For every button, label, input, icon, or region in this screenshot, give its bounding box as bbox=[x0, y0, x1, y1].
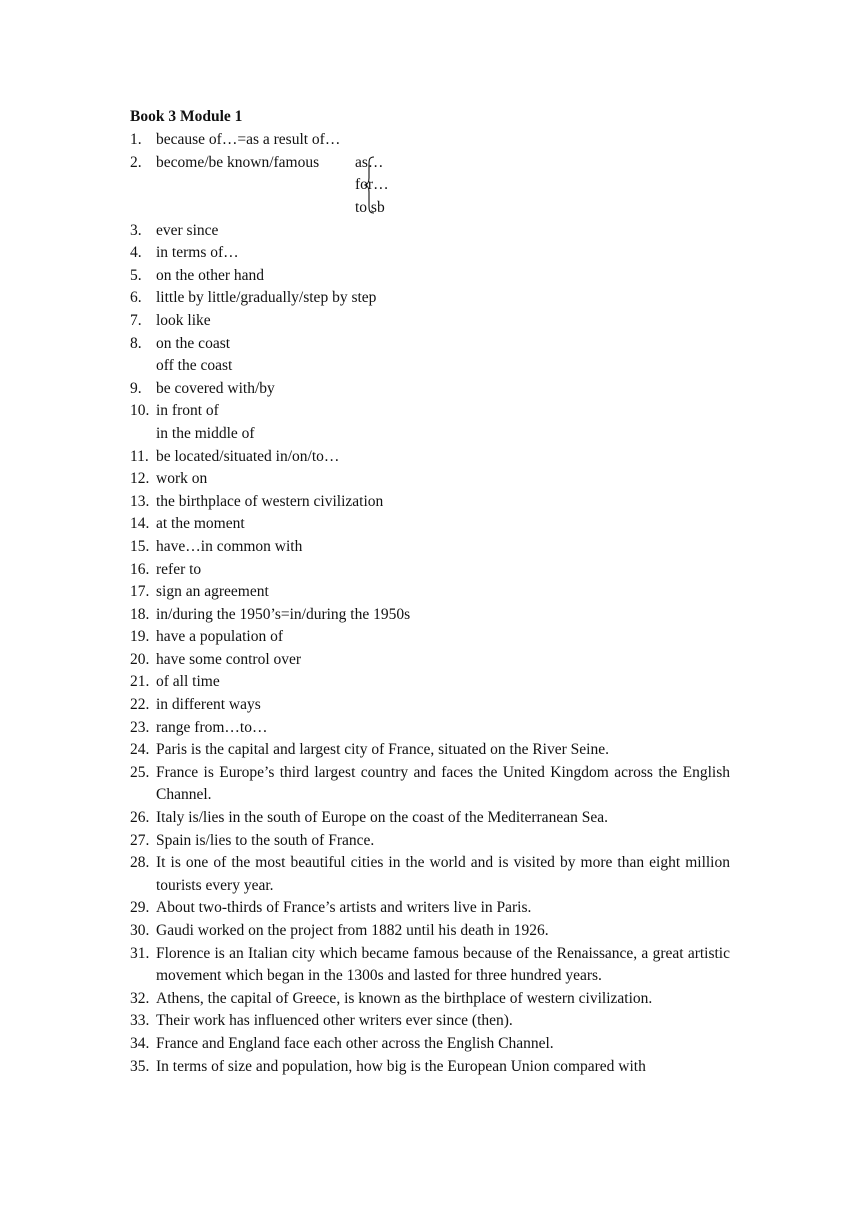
item-number: 17. bbox=[130, 583, 150, 601]
item-text: because of…=as a result of… bbox=[156, 131, 341, 148]
list-item bbox=[130, 897, 730, 920]
list-item bbox=[130, 739, 730, 762]
item-number: 29. bbox=[130, 899, 150, 917]
item-number: 20. bbox=[130, 650, 150, 668]
list-item bbox=[130, 468, 730, 491]
list-item bbox=[130, 333, 730, 378]
item-text: become/be known/famous bbox=[156, 153, 320, 171]
brace-group bbox=[156, 152, 730, 220]
item-number: 9. bbox=[130, 379, 142, 397]
item-number: 2. bbox=[130, 153, 142, 171]
item-text: About two-thirds of France’s artists and writers live in Paris. bbox=[156, 899, 532, 917]
item-number: 15. bbox=[130, 537, 150, 555]
item-text: be covered with/by bbox=[156, 379, 275, 397]
list-item bbox=[130, 852, 730, 897]
item-text: in terms of… bbox=[156, 244, 239, 262]
item-text: range from…to… bbox=[156, 718, 268, 736]
item-number: 12. bbox=[130, 470, 150, 488]
list-item bbox=[130, 581, 730, 604]
item-text: in different ways bbox=[156, 696, 261, 714]
item-number: 31. bbox=[130, 944, 150, 962]
item-text: be located/situated in/on/to… bbox=[156, 447, 340, 465]
item-number: 21. bbox=[130, 673, 150, 691]
item-text: in front of bbox=[156, 402, 219, 420]
list-item bbox=[130, 694, 730, 717]
item-number: 28. bbox=[130, 854, 150, 872]
item-text: France is Europe’s third largest country and faces the United Kingdom across the English Channel. bbox=[156, 763, 730, 804]
item-text: on the coast bbox=[156, 334, 231, 352]
list-item bbox=[130, 265, 730, 288]
item-number: 24. bbox=[130, 741, 150, 759]
phrase-list bbox=[130, 129, 730, 1078]
item-text: refer to bbox=[156, 560, 202, 578]
item-number: 6. bbox=[130, 289, 142, 307]
list-item bbox=[130, 988, 730, 1011]
item-number: 26. bbox=[130, 809, 150, 827]
item-text: in/during the 1950’s=in/during the 1950s bbox=[156, 605, 411, 623]
item-text: ever since bbox=[156, 221, 219, 239]
item-text: little by little/gradually/step by step bbox=[156, 289, 377, 307]
item-text: of all time bbox=[156, 673, 220, 691]
item-number: 11. bbox=[130, 447, 149, 465]
list-item bbox=[130, 491, 730, 514]
list-item bbox=[130, 1056, 730, 1079]
list-item bbox=[130, 242, 730, 265]
item-text: work on bbox=[156, 470, 208, 488]
item-number: 13. bbox=[130, 492, 150, 510]
item-text: Their work has influenced other writers ever since (then). bbox=[156, 1012, 513, 1030]
item-extra-text: off the coast bbox=[156, 357, 233, 375]
list-item bbox=[130, 310, 730, 333]
list-item bbox=[130, 287, 730, 310]
list-item bbox=[130, 536, 730, 559]
item-number: 22. bbox=[130, 696, 150, 714]
document-title: Book 3 Module 1 bbox=[130, 108, 243, 125]
list-item bbox=[130, 604, 730, 627]
item-text: In terms of size and population, how big is the European Union compared with bbox=[156, 1057, 646, 1075]
list-item bbox=[130, 513, 730, 536]
item-text: on the other hand bbox=[156, 266, 265, 284]
item-number: 34. bbox=[130, 1034, 150, 1052]
item-text: Paris is the capital and largest city of France, situated on the River Seine. bbox=[156, 741, 609, 759]
item-number: 1. bbox=[130, 131, 142, 148]
list-item bbox=[130, 762, 730, 807]
item-number: 32. bbox=[130, 989, 150, 1007]
item-number: 27. bbox=[130, 831, 150, 849]
item-text: have some control over bbox=[156, 650, 302, 668]
item-number: 19. bbox=[130, 628, 150, 646]
list-item bbox=[130, 378, 730, 401]
item-number: 3. bbox=[130, 221, 142, 239]
brace-option: to sb bbox=[355, 198, 385, 216]
list-item bbox=[130, 152, 730, 220]
brace-options bbox=[355, 152, 389, 220]
item-text: Gaudi worked on the project from 1882 until his death in 1926. bbox=[156, 922, 549, 939]
list-item bbox=[130, 920, 730, 943]
item-text: have a population of bbox=[156, 628, 283, 646]
item-number: 7. bbox=[130, 311, 142, 329]
list-item bbox=[130, 830, 730, 853]
item-number: 16. bbox=[130, 560, 150, 578]
item-number: 18. bbox=[130, 605, 150, 623]
item-number: 33. bbox=[130, 1012, 150, 1030]
item-number: 25. bbox=[130, 763, 150, 781]
list-item bbox=[130, 1033, 730, 1056]
item-text: France and England face each other across the English Channel. bbox=[156, 1034, 554, 1052]
item-number: 14. bbox=[130, 515, 150, 533]
item-text: Athens, the capital of Greece, is known as the birthplace of western civilization. bbox=[156, 989, 653, 1007]
item-number: 23. bbox=[130, 718, 150, 736]
list-item bbox=[130, 220, 730, 243]
brace-option: as… bbox=[355, 153, 384, 171]
item-text: have…in common with bbox=[156, 537, 303, 555]
list-item bbox=[130, 559, 730, 582]
item-text: Florence is an Italian city which became famous because of the Renaissance, a great artistic movement which began in the 1300s and lasted for three hundred years. bbox=[156, 944, 730, 985]
list-item bbox=[130, 807, 730, 830]
list-item bbox=[130, 400, 730, 445]
item-number: 5. bbox=[130, 266, 142, 284]
list-item bbox=[130, 943, 730, 988]
item-text: It is one of the most beautiful cities in the world and is visited by more than eight million tourists every year. bbox=[156, 854, 730, 894]
item-text: sign an agreement bbox=[156, 583, 269, 601]
item-number: 30. bbox=[130, 922, 150, 939]
item-text: Spain is/lies to the south of France. bbox=[156, 831, 375, 849]
list-item bbox=[130, 649, 730, 672]
list-item bbox=[130, 129, 730, 152]
item-number: 8. bbox=[130, 334, 142, 352]
item-extra-text: in the middle of bbox=[156, 424, 255, 442]
item-text: Italy is/lies in the south of Europe on the coast of the Mediterranean Sea. bbox=[156, 809, 608, 827]
brace-option: for… bbox=[355, 176, 389, 194]
list-item bbox=[130, 1010, 730, 1033]
item-text: the birthplace of western civilization bbox=[156, 492, 384, 510]
list-item bbox=[130, 446, 730, 469]
list-item bbox=[130, 717, 730, 740]
list-item bbox=[130, 626, 730, 649]
item-text: at the moment bbox=[156, 515, 245, 533]
item-number: 35. bbox=[130, 1057, 150, 1075]
item-number: 4. bbox=[130, 244, 142, 262]
item-number: 10. bbox=[130, 402, 150, 420]
item-text: look like bbox=[156, 311, 211, 329]
list-item bbox=[130, 671, 730, 694]
